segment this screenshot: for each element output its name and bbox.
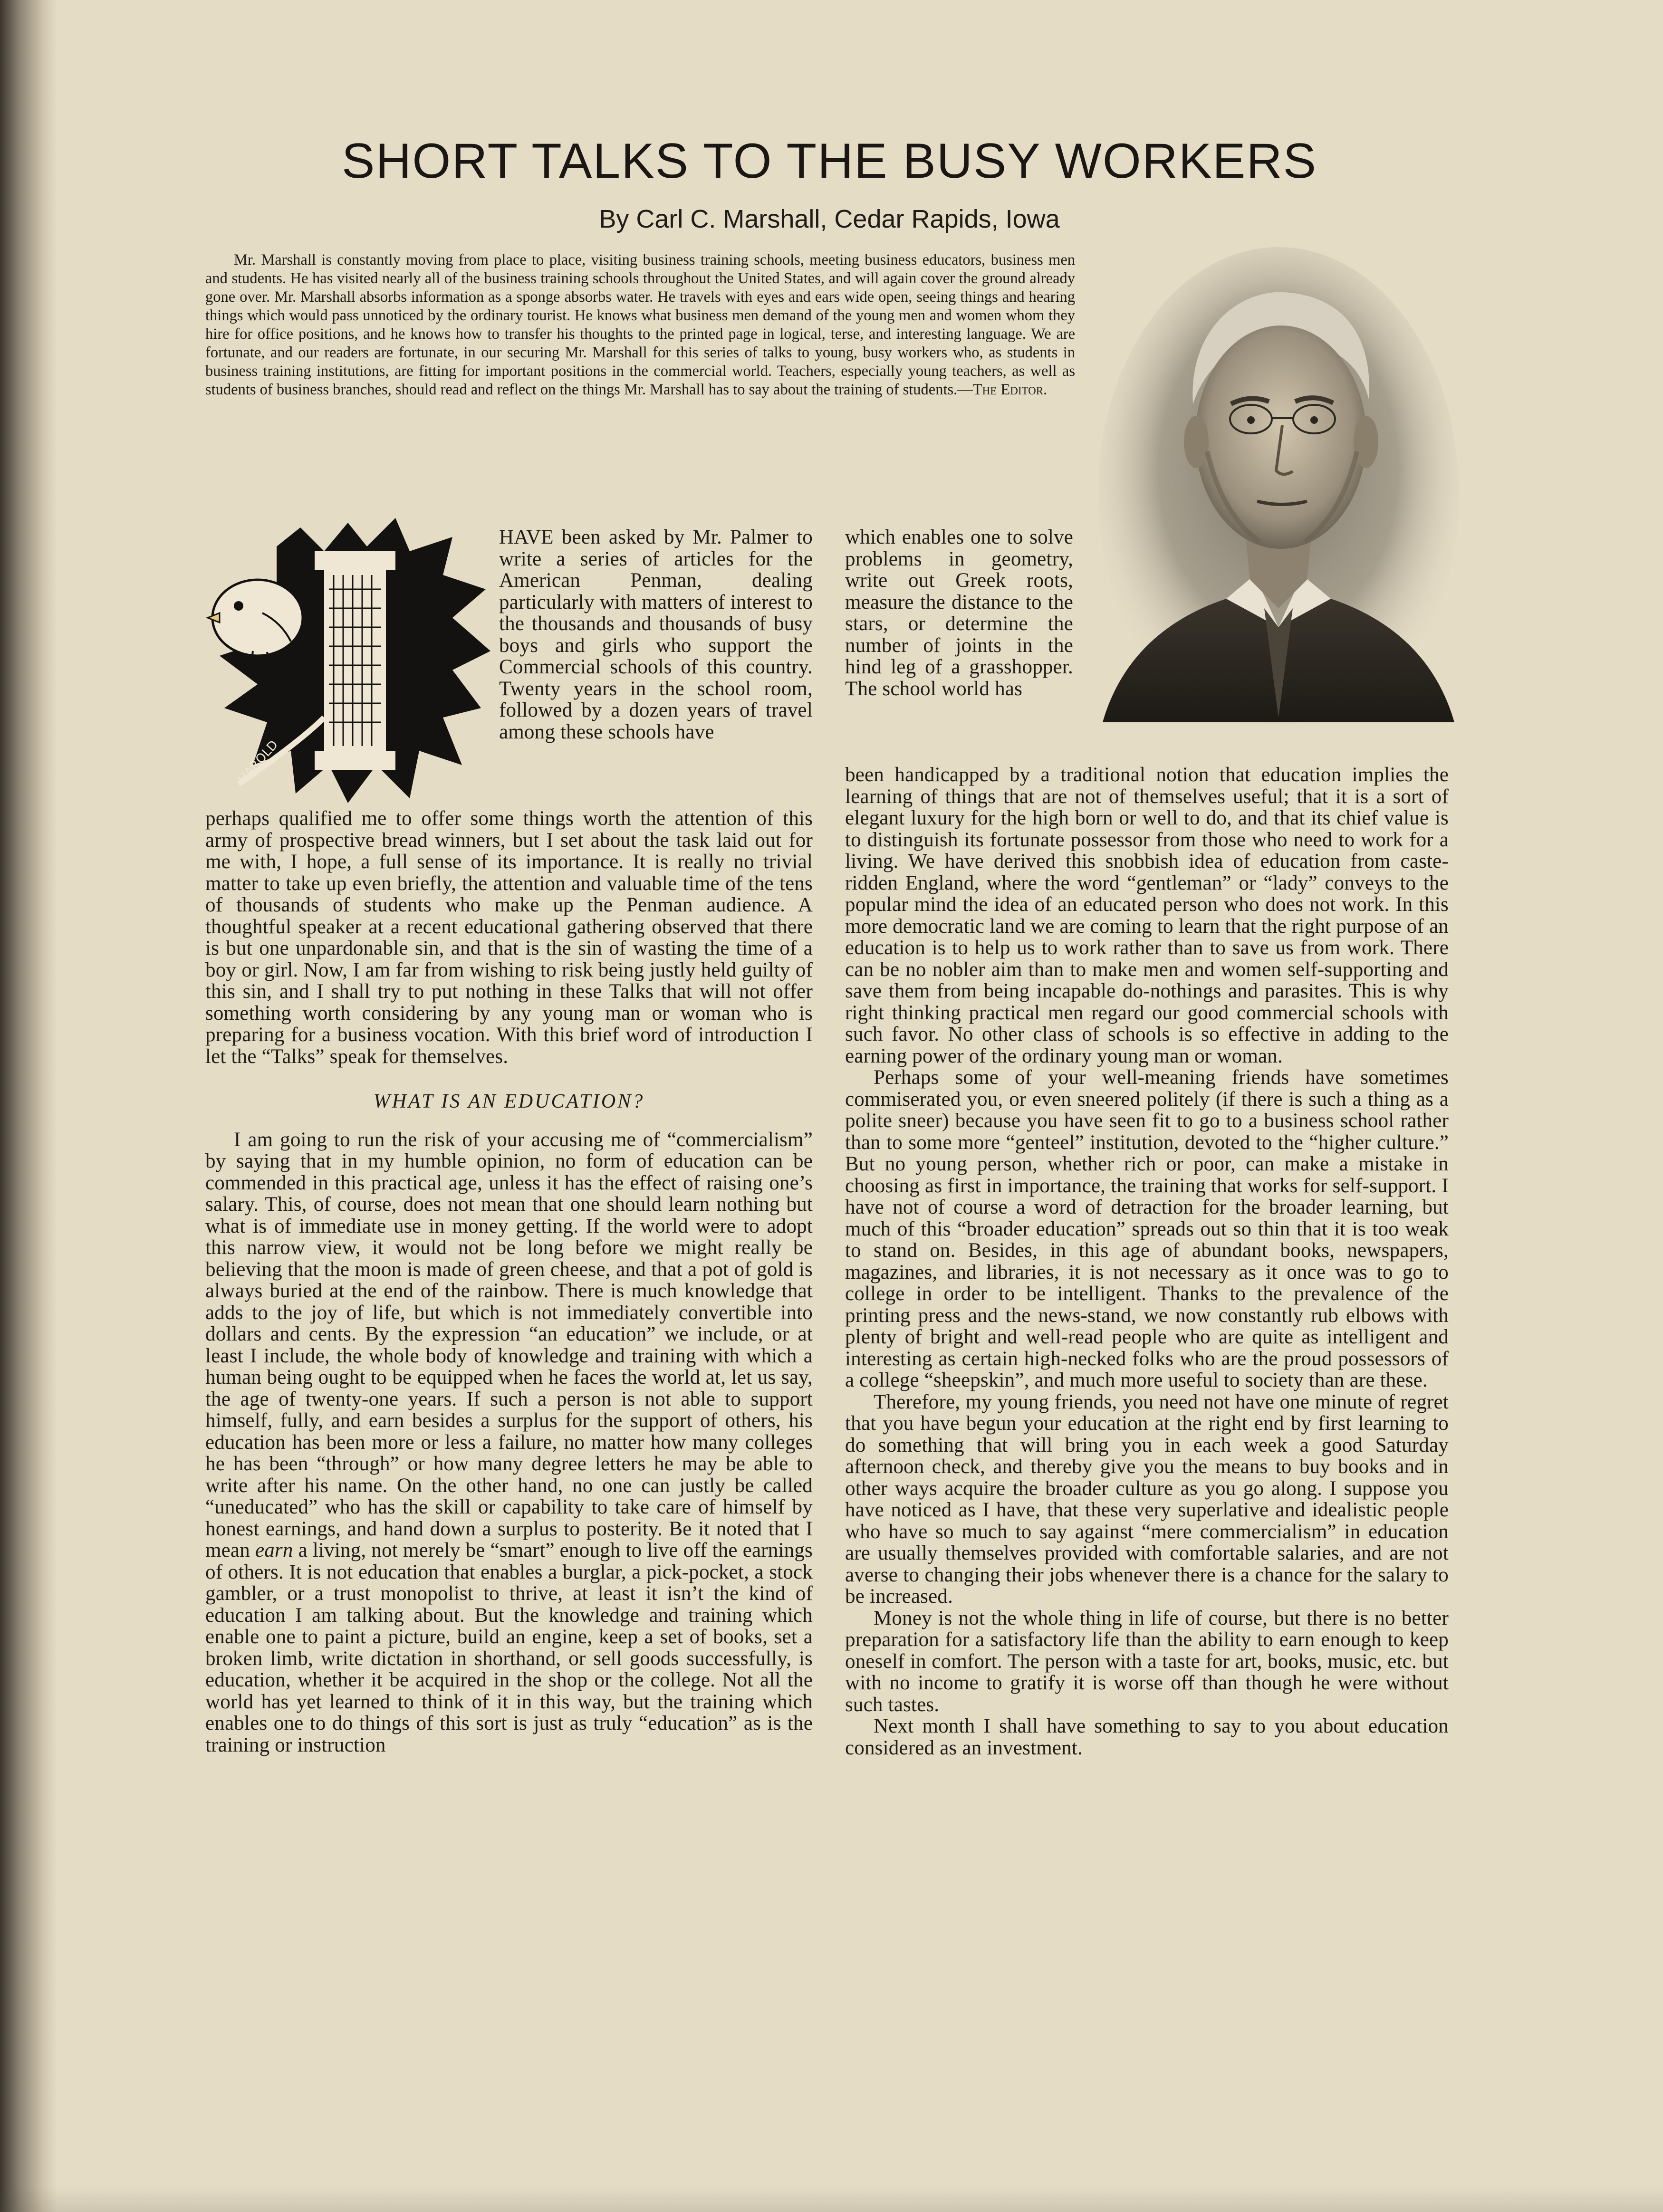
right-column-paragraph-5: Next month I shall have something to say to you about education considered as an investment. (845, 1715, 1449, 1759)
left-column-paragraph-1: perhaps qualified me to offer some things worth the attention of this army of prospective bread winners, but I set about the task laid out for me with, I hope, a full sense of its importance. It is really no trivial matter to take up even briefly, the attention and valuable time of the tens of thousands of students who make up the Penman audience. A thoughtful speaker at a recent educational gathering observed that there is but one unpardonable sin, and that is the sin of wasting the time of a boy or girl. Now, I am far from wishing to risk being justly held guilty of this sin, and I shall try to put nothing in these Talks that will not offer something worth considering by any young man or woman who is preparing for a business vocation. With this brief word of introduction I let the “Talks” speak for themselves. (205, 807, 813, 1068)
left-column-paragraph-2 (205, 1129, 813, 1756)
column-opening-text (499, 527, 813, 743)
article-title: SHORT TALKS TO THE BUSY WORKERS (341, 134, 1317, 189)
right-column-paragraph-2: Perhaps some of your well-meaning friends have sometimes commiserated you, or even sneered politely (if there is such a thing as a polite sneer) because you have seen fit to go to a business school rather than to some more “genteel” institution, devoted to the “higher culture.” But no young person, whether rich or poor, can make a mistake in choosing as first in importance, the training that works for self-support. I have not of course a word of detraction for the broader learning, but much of this “broader education” spreads out so thin that it is too weak to stand on. Besides, in this age of abundant books, newspapers, magazines, and libraries, it is not necessary as it once was to go to college in order to be intelligent. Thanks to the prevalence of the printing press and the news-stand, we now constantly rub elbows with plenty of bright and well-read people who are quite as intelligent and interesting as certain high-necked folks who are the proud possessors of a college “sheepskin”, and much more useful to society than are these. (845, 1066, 1449, 1391)
decorative-initial-letter (205, 518, 495, 808)
right-column-top (845, 527, 1073, 699)
editor-signature: The Editor. (972, 381, 1048, 398)
right-column (845, 764, 1449, 1759)
paragraph-2-text-a: I am going to run the risk of your accusing me of “commercialism” by saying that in my humble opinion, no form of education can be commended in this practical age, unless it has the effect of raising one’s salary. This, of course, does not mean that one should learn nothing but what is of immediate use in money getting. If the world were to adopt this narrow view, it would not be long before we might really be believing that the moon is made of green cheese, and that a pot of gold is always buried at the end of the rainbow. There is much knowledge that adds to the joy of life, but which is not immediately convertible into dollars and cents. By the expression “an education” we include, or at least I include, the whole body of knowledge and training with which a human being ought to be equipped when he faces the world at, let us say, the age of twenty-one years. If such a person is not able to support himself, fully, and earn besides a surplus for the support of others, his education has been more or less a failure, no matter how many colleges he has been “through” or how many degree letters he may be able to write after his name. On the other hand, no one can justly be called “uneducated” who has the skill or capability to take care of himself by honest earnings, and hand down a surplus to posterity. Be it noted that I mean (205, 1128, 813, 1561)
right-column-top-paragraph: which enables one to solve problems in geometry, write out Greek roots, measure the distance to the stars, or determine the number of joints in the hind leg of a grasshopper. The school world has (845, 526, 1073, 700)
page-bottom-shade (0, 2186, 1663, 2212)
editor-introduction-text: Mr. Marshall is constantly moving from place to place, visiting business training schools, meeting business educators, business men and students. He has visited nearly all of the business training schools throughout the United States, and will again cover the ground already gone over. Mr. Marshall absorbs information as a sponge absorbs water. He travels with eyes and ears wide open, seeing things and hearing things which would pass unnoticed by the ordinary tourist. He knows what business men demand of the young men and women whom they hire for office positions, and he knows how to transfer his thoughts to the printed page in logical, terse, and interesting language. We are fortunate, and our readers are fortunate, in our securing Mr. Marshall for this series of talks to young, busy workers who, as students in business training institutions, are fitting for important positions in the commercial world. Teachers, especially young teachers, as well as students of business branches, should read and reflect on the things Mr. Marshall has to say about the training of students.— (205, 251, 1075, 398)
article-byline: By Carl C. Marshall, Cedar Rapids, Iowa (599, 205, 1060, 233)
opening-paragraph: HAVE been asked by Mr. Palmer to write a series of articles for the American Penman, dealing particularly with matters of interest to the thousands and thousands of busy boys and girls who support the Commercial schools of this country. Twenty years in the school room, followed by a dozen years of travel among these schools have (499, 526, 813, 743)
editor-introduction (205, 251, 1075, 399)
right-column-paragraph-3: Therefore, my young friends, you need not have one minute of regret that you have begun your education at the right end by first learning to do something that will bring you in each week a good Saturday afternoon check, and thereby give you the means to buy books and in other ways acquire the broader culture as you go along. I suppose you have noticed as I have, that these very superlative and idealistic people who have so much to say against “mere commercialism” in education are usually themselves provided with comfortable salaries, and are not averse to changing their jobs whenever there is a chance for the salary to be increased. (845, 1390, 1449, 1608)
author-portrait-image (1084, 247, 1464, 751)
section-heading: WHAT IS AN EDUCATION? (373, 1091, 645, 1112)
paragraph-2-emphasis: earn (255, 1539, 293, 1561)
right-column-paragraph-4: Money is not the whole thing in life of course, but there is no better preparation for a satisfactory life than the ability to earn enough to keep oneself in comfort. The person with a taste for art, books, music, etc. but with no income to gratify it is worse off than though he were without such tastes. (845, 1607, 1449, 1716)
right-column-paragraph-1: been handicapped by a traditional notion that education implies the learning of things that are not of themselves useful; that it is a sort of elegant luxury for the high born or well to do, and that its chief value is to distinguish its fortunate possessor from those who need to work for a living. We have derived this snobbish idea of education from caste-ridden England, where the word “gentleman” or “lady” conveys to the popular mind the idea of an educated person who does not work. In this more democratic land we are coming to learn that the right purpose of an education is to help us to work rather than to save us from work. There can be no nobler aim than to make men and women self-supporting and save them from being incapable do-nothings and parasites. This is why right thinking practical men regard our good commercial schools with such favor. No other class of schools is so effective in adding to the earning power of the ordinary young man or woman. (845, 764, 1449, 1067)
illustrator-signature: HAROLD (235, 737, 281, 786)
left-column (205, 808, 813, 1756)
paragraph-2-text-b: a living, not merely be “smart” enough to live off the earnings of others. It is not education that enables a burglar, a pick-pocket, a stock gambler, or a trust monopolist to thrive, at least it isn’t the kind of education I am talking about. But the knowledge and training which enable one to paint a picture, build an engine, keep a set of books, set a broken limb, write dictation in shorthand, or sell goods successfully, is education, whether it be acquired in the shop or the college. Not all the world has yet learned to think of it in this way, but the training which enables one to do things of this sort is just as truly “education” as is the training or instruction (205, 1539, 813, 1756)
